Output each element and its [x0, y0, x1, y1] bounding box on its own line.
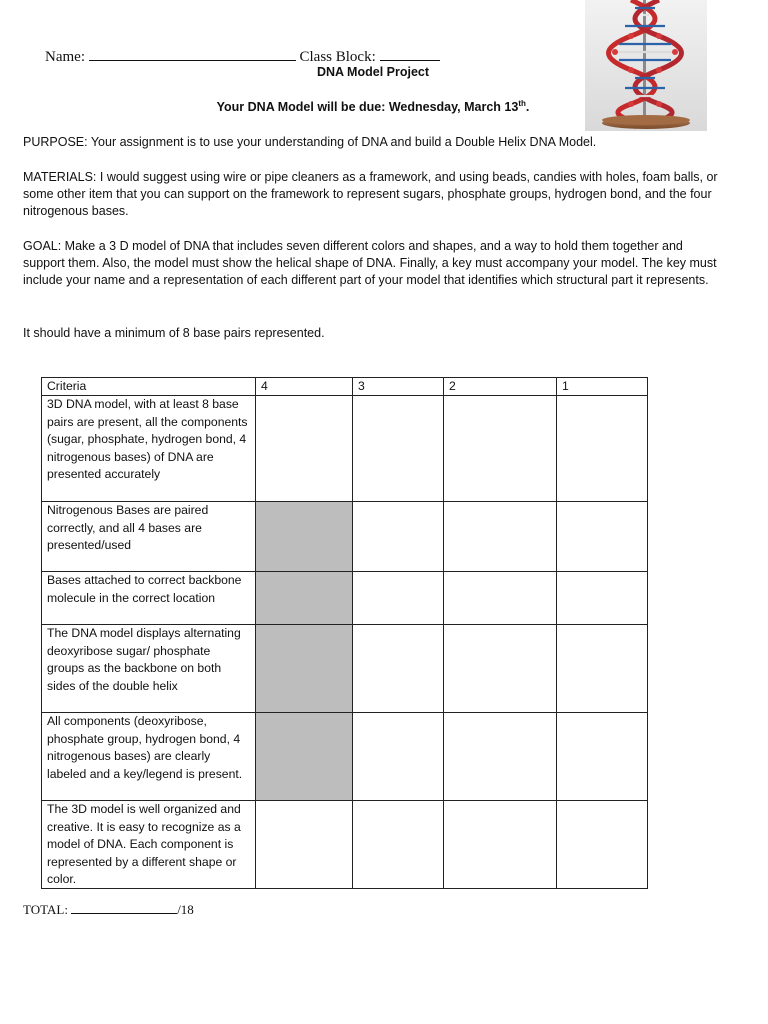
score-2-cell[interactable] [444, 502, 557, 572]
header-score-3: 3 [353, 378, 444, 396]
document-title: DNA Model Project [316, 65, 430, 79]
rubric-table [41, 377, 648, 889]
criteria-cell: All components (deoxyribose, phosphate group, hydrogen bond, 4 nitrogenous bases) are clearly labeled and a key/legend is present. [42, 713, 256, 801]
score-1-cell[interactable] [557, 396, 648, 502]
header-score-2: 2 [444, 378, 557, 396]
rubric-row [42, 713, 648, 801]
purpose-paragraph: PURPOSE: Your assignment is to use your understanding of DNA and build a Double Helix DNA Model. [23, 135, 597, 149]
rubric-row [42, 502, 648, 572]
score-1-cell[interactable] [557, 572, 648, 625]
score-3-cell[interactable] [353, 502, 444, 572]
criteria-cell: The DNA model displays alternating deoxyribose sugar/ phosphate groups as the backbone on both sides of the double helix [42, 625, 256, 713]
goal-paragraph: GOAL: Make a 3 D model of DNA that includes seven different colors and shapes, and a way to hold them together and support them. Also, the model must show the helical shape of DNA. Finally, a key must accompany your model. The key must include your name and a representation of each different part of your model that identifies which structural part it represents. [23, 239, 717, 288]
score-1-cell[interactable] [557, 713, 648, 801]
score-3-cell[interactable] [353, 396, 444, 502]
score-2-cell[interactable] [444, 801, 557, 889]
due-date-suffix: th [518, 99, 526, 108]
total-label: TOTAL: [23, 902, 68, 917]
score-2-cell[interactable] [444, 625, 557, 713]
rubric-row [42, 625, 648, 713]
rubric-row [42, 396, 648, 502]
class-block-label: Class Block: [299, 49, 376, 65]
criteria-cell: Nitrogenous Bases are paired correctly, and all 4 bases are presented/used [42, 502, 256, 572]
score-3-cell[interactable] [353, 572, 444, 625]
name-field[interactable] [89, 47, 296, 61]
dna-helix-icon [585, 0, 707, 131]
rubric-row [42, 572, 648, 625]
criteria-cell: Bases attached to correct backbone molecule in the correct location [42, 572, 256, 625]
score-4-cell-shaded [256, 572, 353, 625]
criteria-cell: 3D DNA model, with at least 8 base pairs are present, all the components (sugar, phosphate, hydrogen bond, 4 nitrogenous bases) of DNA are presented accurately [42, 396, 256, 502]
score-1-cell[interactable] [557, 801, 648, 889]
score-3-cell[interactable] [353, 713, 444, 801]
dna-model-image [585, 0, 707, 131]
total-score-field[interactable] [71, 901, 177, 914]
minimum-paragraph: It should have a minimum of 8 base pairs represented. [23, 326, 325, 340]
header-row [45, 47, 440, 66]
score-4-cell[interactable] [256, 396, 353, 502]
score-3-cell[interactable] [353, 625, 444, 713]
score-4-cell-shaded [256, 625, 353, 713]
criteria-cell: The 3D model is well organized and creative. It is easy to recognize as a model of DNA. Each component is represented by a different shape or color. [42, 801, 256, 889]
name-label: Name: [45, 49, 85, 65]
materials-paragraph: MATERIALS: I would suggest using wire or pipe cleaners as a framework, and using beads, candies with holes, foam balls, or some other item that you can support on the framework to represent sugars, phosphate groups, hydrogen bond, and the four nitrogenous bases. [23, 170, 718, 219]
rubric-header-row [42, 378, 648, 396]
score-3-cell[interactable] [353, 801, 444, 889]
rubric-row [42, 801, 648, 889]
score-1-cell[interactable] [557, 502, 648, 572]
header-score-4: 4 [256, 378, 353, 396]
score-4-cell-shaded [256, 713, 353, 801]
header-criteria: Criteria [42, 378, 256, 396]
class-block-field[interactable] [380, 47, 440, 61]
due-date-end: . [525, 100, 530, 115]
total-max: /18 [177, 902, 194, 917]
score-4-cell[interactable] [256, 801, 353, 889]
score-4-cell-shaded [256, 502, 353, 572]
score-1-cell[interactable] [557, 625, 648, 713]
due-date-text: Your DNA Model will be due: Wednesday, March 13 [216, 100, 519, 115]
score-2-cell[interactable] [444, 396, 557, 502]
score-2-cell[interactable] [444, 572, 557, 625]
score-2-cell[interactable] [444, 713, 557, 801]
total-line [23, 901, 194, 918]
header-score-1: 1 [557, 378, 648, 396]
